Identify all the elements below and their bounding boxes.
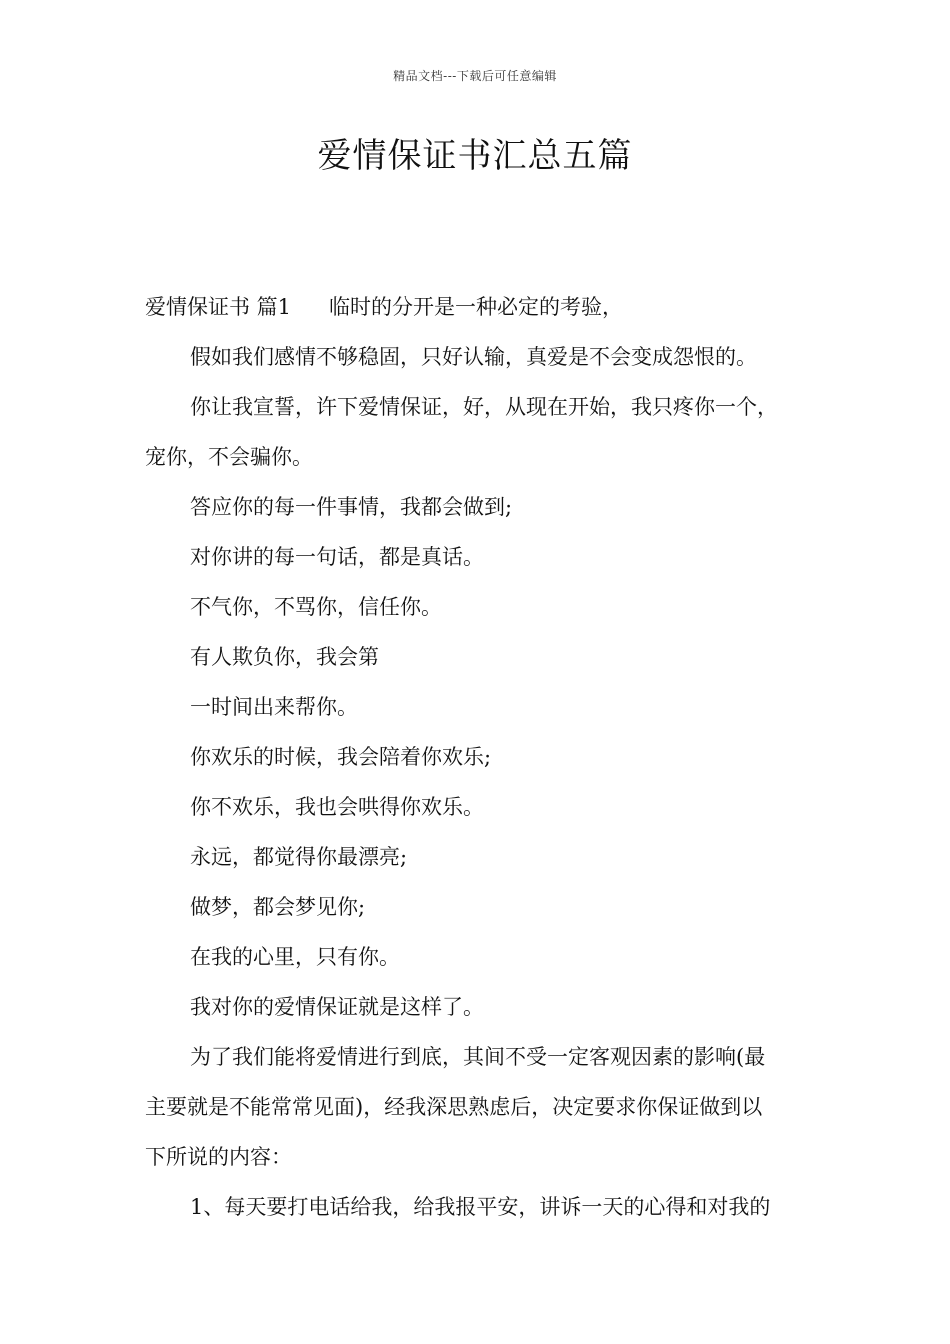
body-line: 做梦，都会梦见你; (190, 895, 366, 919)
section-label: 爱情保证书 篇1 (145, 295, 292, 319)
body-line: 你欢乐的时候，我会陪着你欢乐; (190, 745, 492, 769)
body-line: 下所说的内容： (145, 1145, 292, 1169)
document-body (145, 282, 815, 1232)
body-line: 在我的心里，只有你。 (190, 945, 400, 969)
body-line: 答应你的每一件事情，我都会做到; (190, 495, 513, 519)
first-line-text: 临时的分开是一种必定的考验， (329, 295, 624, 319)
body-line: 我对你的爱情保证就是这样了。 (190, 995, 484, 1019)
body-line: 有人欺负你，我会第 (190, 645, 379, 669)
body-line: 对你讲的每一句话，都是真话。 (190, 545, 484, 569)
body-line: 主要就是不能常常见面)，经我深思熟虑后，决定要求你保证做到以 (145, 1095, 763, 1119)
document-title: 爱情保证书汇总五篇 (317, 136, 633, 176)
body-line: 不气你，不骂你，信任你。 (190, 595, 442, 619)
body-line: 为了我们能将爱情进行到底，其间不受一定客观因素的影响(最 (190, 1045, 766, 1069)
body-line: 1、每天要打电话给我，给我报平安，讲诉一天的心得和对我的 (190, 1195, 771, 1219)
body-line: 你让我宣誓，许下爱情保证，好，从现在开始，我只疼你一个， (190, 395, 778, 419)
body-line: 你不欢乐，我也会哄得你欢乐。 (190, 795, 484, 819)
first-paragraph-line (145, 282, 815, 332)
body-line: 宠你，不会骗你。 (145, 445, 313, 469)
header-note: 精品文档---下载后可任意编辑 (393, 69, 557, 83)
body-line: 假如我们感情不够稳固，只好认输，真爱是不会变成怨恨的。 (190, 345, 757, 369)
body-line: 一时间出来帮你。 (190, 695, 358, 719)
body-line: 永远，都觉得你最漂亮; (190, 845, 408, 869)
